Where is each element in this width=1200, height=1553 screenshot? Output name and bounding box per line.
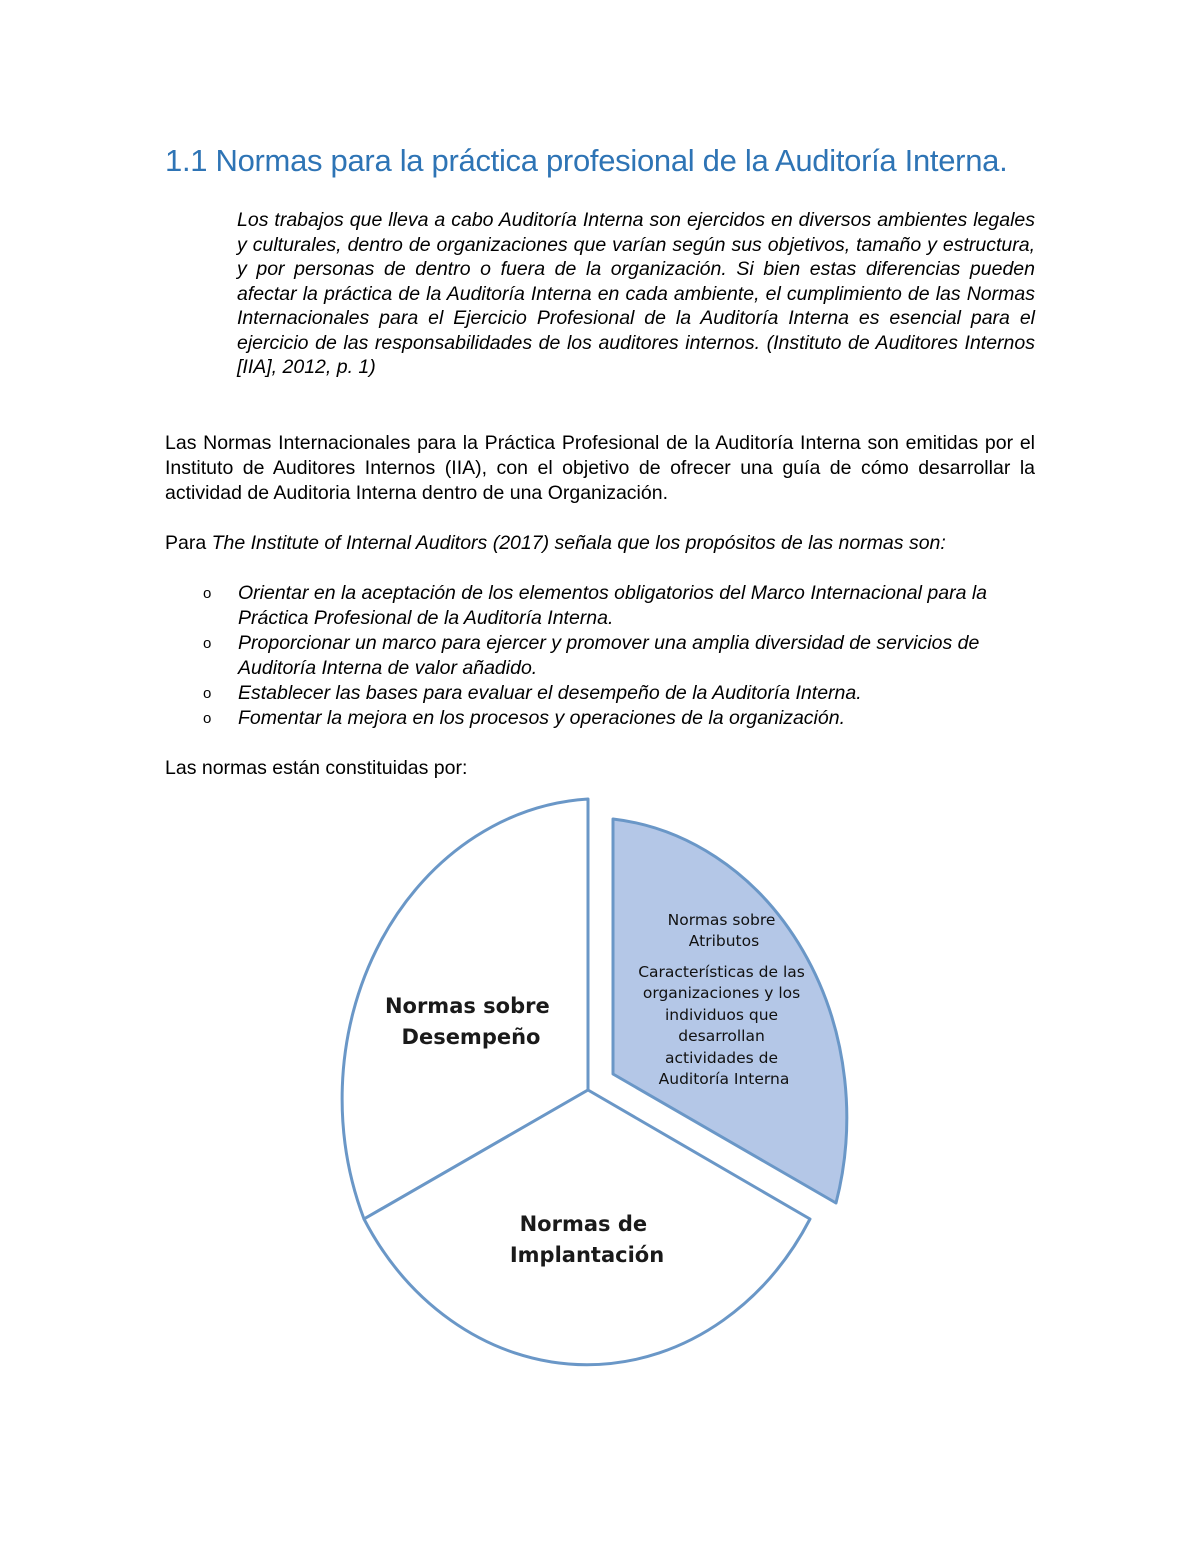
segment-atributos-desc-line: individuos que	[664, 1006, 779, 1024]
bullet-marker: o	[203, 710, 212, 727]
list-item-text: Fomentar la mejora en los procesos y operaciones de la organización.	[238, 707, 845, 729]
segment-implantacion-label-line: Normas de	[519, 1212, 648, 1236]
paragraph-citation-text: The Institute of Internal Auditors (2017) señala que los propósitos de las normas son:	[211, 532, 946, 554]
segment-desempeno-label-line: Desempeño	[401, 1025, 541, 1049]
segment-atributos-desc-line: Características de las	[638, 963, 805, 981]
segment-atributos-desc-line: organizaciones y los	[642, 984, 801, 1002]
section-heading: 1.1 Normas para la práctica profesional de la Auditoría Interna.	[165, 143, 1008, 178]
segment-implantacion-label-line: Implantación	[509, 1243, 665, 1267]
list-item-text: Establecer las bases para evaluar el desempeño de la Auditoría Interna.	[238, 682, 862, 704]
paragraph-constituted: Las normas están constituidas por:	[165, 757, 468, 779]
segment-atributos-desc-line: desarrollan	[678, 1027, 765, 1045]
bullet-marker: o	[203, 635, 212, 652]
segment-atributos-title-line: Normas sobre	[667, 911, 776, 929]
bullet-marker: o	[203, 685, 212, 702]
list-item-text: Proporcionar un marco para ejercer y promover una amplia diversidad de servicios de Auditoría Interna de valor añadido.	[238, 632, 980, 679]
list-item-text: Orientar en la aceptación de los elementos obligatorios del Marco Internacional para la Práctica Profesional de la Auditoría Interna.	[238, 582, 988, 629]
paragraph-lead-text: Para	[165, 532, 212, 554]
segment-atributos-desc-line: Auditoría Interna	[658, 1070, 790, 1088]
segment-desempeno-label-line: Normas sobre	[384, 994, 550, 1018]
paragraph-intro: Las Normas Internacionales para la Práctica Profesional de la Auditoría Interna son emitidas por el Instituto de Auditores Internos (IIA), con el objetivo de ofrecer una guía de cómo desarrollar la actividad de Auditoria Interna dentro de una Organización.	[165, 432, 1035, 504]
segment-atributos-title-line: Atributos	[688, 932, 760, 950]
segment-atributos-desc-line: actividades de	[665, 1049, 779, 1067]
bullet-marker: o	[203, 585, 212, 602]
block-quote: Los trabajos que lleva a cabo Auditoría Interna son ejercidos en diversos ambientes legales y culturales, dentro de organizaciones que varían según sus objetivos, tamaño y estructura, y por personas de dentro o fuera de la organización. Si bien estas diferencias pueden afectar la práctica de la Auditoría Interna en cada ambiente, el cumplimiento de las Normas Internacionales para el Ejercicio Profesional de la Auditoría Interna es esencial para el ejercicio de las responsabilidades de los auditores internos. (Instituto de Auditores Internos [IIA], 2012, p. 1)	[237, 209, 1035, 378]
